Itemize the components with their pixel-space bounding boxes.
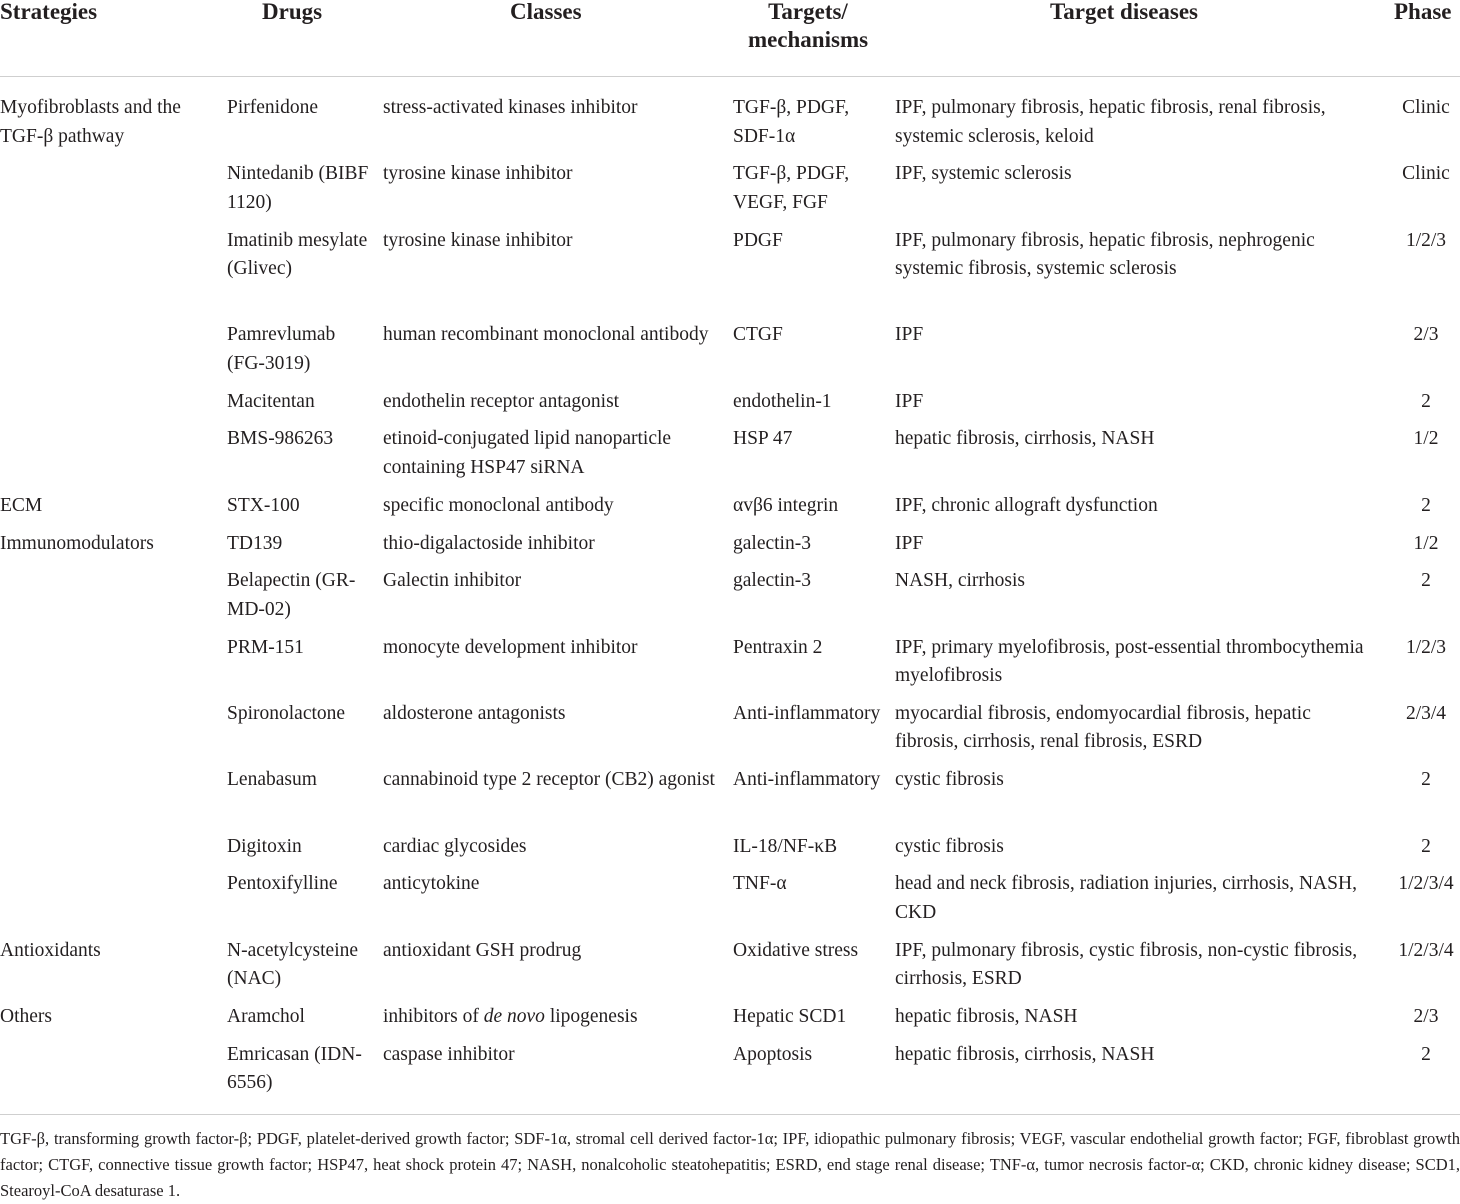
header-phase: Phase bbox=[1394, 0, 1452, 24]
diseases-cell: IPF, pulmonary fibrosis, cystic fibrosis, non-cystic fibrosis, cirrhosis, ESRD bbox=[895, 939, 1358, 990]
table-body bbox=[0, 94, 1460, 1107]
table-row bbox=[0, 227, 1460, 322]
strategy-cell: ECM bbox=[0, 494, 43, 516]
target-cell: TGF-β, PDGF, SDF-1α bbox=[733, 97, 850, 147]
table-row bbox=[0, 1041, 1460, 1107]
header-drugs: Drugs bbox=[262, 0, 323, 24]
table-row bbox=[0, 1003, 1460, 1041]
class-cell: tyrosine kinase inhibitor bbox=[383, 229, 573, 251]
diseases-cell: cystic fibrosis bbox=[895, 835, 1004, 857]
target-cell: endothelin-1 bbox=[733, 390, 832, 412]
phase-cell: 2/3 bbox=[1413, 1005, 1439, 1027]
diseases-cell: IPF, systemic sclerosis bbox=[895, 163, 1072, 185]
drug-cell: Pamrevlumab (FG-3019) bbox=[227, 324, 336, 374]
class-cell: cardiac glycosides bbox=[383, 835, 527, 857]
target-cell: TNF-α bbox=[733, 873, 787, 895]
phase-cell: 2 bbox=[1421, 390, 1431, 412]
table-row bbox=[0, 94, 1460, 160]
table-row bbox=[0, 833, 1460, 871]
class-cell: anticytokine bbox=[383, 873, 480, 895]
drug-cell: Nintedanib (BIBF 1120) bbox=[227, 163, 369, 213]
diseases-cell: IPF, chronic allograft dysfunction bbox=[895, 494, 1158, 516]
diseases-cell: IPF, pulmonary fibrosis, hepatic fibrosis, nephrogenic systemic fibrosis, systemic sclerosis bbox=[895, 229, 1315, 280]
phase-cell: 1/2/3/4 bbox=[1398, 939, 1454, 961]
phase-cell: 2/3 bbox=[1413, 324, 1439, 346]
table-row bbox=[0, 700, 1460, 766]
target-cell: αvβ6 integrin bbox=[733, 494, 839, 516]
table-row bbox=[0, 492, 1460, 530]
phase-cell: 2/3/4 bbox=[1405, 702, 1447, 724]
header-targets bbox=[733, 0, 883, 54]
drug-cell: Aramchol bbox=[227, 1005, 305, 1027]
table-header bbox=[0, 0, 1460, 77]
phase-cell: 2 bbox=[1421, 1043, 1431, 1065]
class-cell: human recombinant monoclonal antibody bbox=[383, 324, 709, 346]
phase-cell: 2 bbox=[1421, 835, 1431, 857]
target-cell: Anti-inflammatory bbox=[733, 702, 881, 724]
strategy-cell: Myofibroblasts and the TGF-β pathway bbox=[0, 97, 181, 147]
table-row bbox=[0, 766, 1460, 832]
drug-cell: Lenabasum bbox=[227, 769, 317, 791]
diseases-cell: head and neck fibrosis, radiation injuries, cirrhosis, NASH, CKD bbox=[895, 873, 1357, 923]
diseases-cell: cystic fibrosis bbox=[895, 769, 1004, 791]
strategy-cell: Others bbox=[0, 1005, 52, 1027]
target-cell: CTGF bbox=[733, 324, 783, 346]
table-row bbox=[0, 321, 1460, 387]
diseases-cell: NASH, cirrhosis bbox=[895, 570, 1025, 592]
target-cell: Oxidative stress bbox=[733, 939, 859, 961]
class-cell bbox=[383, 1003, 718, 1032]
phase-cell: 2 bbox=[1421, 494, 1431, 516]
drug-cell: PRM-151 bbox=[227, 636, 304, 658]
diseases-cell: IPF bbox=[895, 390, 924, 412]
drug-cell: Macitentan bbox=[227, 390, 315, 412]
drug-cell: Imatinib mesylate (Glivec) bbox=[227, 229, 368, 280]
phase-cell: 1/2 bbox=[1413, 532, 1439, 554]
table-footnote: TGF-β, transforming growth factor-β; PDGF, platelet-derived growth factor; SDF-1α, stromal cell derived factor-1α; IPF, idiopathic pulmonary fibrosis; VEGF, vascular endothelial growth factor; FGF, fibroblast growth factor; CTGF, connective tissue growth factor; HSP47, heat shock protein 47; NASH, nonalcoholic steatohepatitis; ESRD, end stage renal disease; TNF-α, tumor necrosis factor-α; CKD, chronic kidney disease; SCD1, Stearoyl-CoA desaturase 1. bbox=[0, 1114, 1460, 1204]
table-row bbox=[0, 530, 1460, 568]
drug-cell: BMS-986263 bbox=[227, 428, 334, 450]
phase-cell: 1/2/3 bbox=[1405, 636, 1447, 658]
diseases-cell: IPF bbox=[895, 532, 924, 554]
class-cell: tyrosine kinase inhibitor bbox=[383, 163, 573, 185]
class-cell: caspase inhibitor bbox=[383, 1043, 515, 1065]
target-cell: IL-18/NF-κB bbox=[733, 835, 838, 857]
table-row bbox=[0, 634, 1460, 700]
target-cell: PDGF bbox=[733, 229, 783, 251]
diseases-cell: IPF, pulmonary fibrosis, hepatic fibrosis, renal fibrosis, systemic sclerosis, keloid bbox=[895, 97, 1326, 147]
diseases-cell: hepatic fibrosis, cirrhosis, NASH bbox=[895, 1043, 1155, 1065]
class-cell: cannabinoid type 2 receptor (CB2) agonist bbox=[383, 769, 715, 791]
class-cell: stress-activated kinases inhibitor bbox=[383, 97, 638, 118]
strategy-cell: Immunomodulators bbox=[0, 532, 154, 554]
drug-cell: N-acetylcysteine (NAC) bbox=[227, 939, 359, 990]
drug-cell: Belapectin (GR-MD-02) bbox=[227, 570, 356, 620]
header-targets-line1: Targets/ bbox=[768, 0, 848, 24]
phase-cell: 1/2 bbox=[1413, 428, 1439, 450]
drug-cell: Emricasan (IDN-6556) bbox=[227, 1043, 362, 1094]
header-targets-line2: mechanisms bbox=[747, 27, 869, 52]
class-cell: Galectin inhibitor bbox=[383, 570, 522, 592]
drug-cell: Digitoxin bbox=[227, 835, 302, 857]
target-cell: galectin-3 bbox=[733, 532, 811, 554]
diseases-cell: hepatic fibrosis, NASH bbox=[895, 1005, 1078, 1027]
phase-cell: 2 bbox=[1421, 769, 1431, 791]
table-row bbox=[0, 567, 1460, 633]
drug-cell: TD139 bbox=[227, 532, 283, 554]
target-cell: Anti-inflammatory bbox=[733, 769, 881, 791]
drug-cell: STX-100 bbox=[227, 494, 300, 516]
target-cell: Apoptosis bbox=[733, 1043, 813, 1065]
target-cell: galectin-3 bbox=[733, 570, 811, 592]
class-cell: etinoid-conjugated lipid nanoparticle containing HSP47 siRNA bbox=[383, 428, 672, 478]
class-text: lipogenesis bbox=[544, 1005, 638, 1027]
target-cell: TGF-β, PDGF, VEGF, FGF bbox=[733, 163, 850, 213]
phase-cell: 2 bbox=[1421, 570, 1431, 592]
class-cell: specific monoclonal antibody bbox=[383, 494, 614, 516]
header-target-diseases: Target diseases bbox=[1050, 0, 1199, 24]
drug-cell: Pentoxifylline bbox=[227, 873, 338, 895]
phase-cell: Clinic bbox=[1402, 97, 1450, 118]
phase-cell: 1/2/3/4 bbox=[1398, 873, 1454, 895]
diseases-cell: IPF, primary myelofibrosis, post-essential thrombocythemia myelofibrosis bbox=[895, 636, 1364, 687]
strategy-cell: Antioxidants bbox=[0, 939, 101, 961]
target-cell: HSP 47 bbox=[733, 428, 793, 450]
class-cell: aldosterone antagonists bbox=[383, 702, 566, 724]
table-row bbox=[0, 388, 1460, 426]
class-cell: thio-digalactoside inhibitor bbox=[383, 532, 595, 554]
header-classes: Classes bbox=[510, 0, 582, 24]
diseases-cell: hepatic fibrosis, cirrhosis, NASH bbox=[895, 428, 1155, 450]
drug-cell: Pirfenidone bbox=[227, 97, 318, 118]
class-cell: monocyte development inhibitor bbox=[383, 636, 638, 658]
table-row bbox=[0, 870, 1460, 936]
table-row bbox=[0, 160, 1460, 226]
phase-cell: Clinic bbox=[1402, 163, 1450, 185]
class-italic-text: de novo bbox=[483, 1005, 545, 1027]
diseases-cell: IPF bbox=[895, 324, 924, 346]
phase-cell: 1/2/3 bbox=[1405, 229, 1447, 251]
header-strategies: Strategies bbox=[0, 0, 98, 24]
class-cell: endothelin receptor antagonist bbox=[383, 390, 620, 412]
target-cell: Hepatic SCD1 bbox=[733, 1005, 847, 1027]
table-row bbox=[0, 937, 1460, 1003]
drug-cell: Spironolactone bbox=[227, 702, 346, 724]
table-row bbox=[0, 425, 1460, 491]
class-text: inhibitors of bbox=[383, 1005, 484, 1027]
target-cell: Pentraxin 2 bbox=[733, 636, 823, 658]
diseases-cell: myocardial fibrosis, endomyocardial fibrosis, hepatic fibrosis, cirrhosis, renal fibrosis, ESRD bbox=[895, 702, 1311, 753]
class-cell: antioxidant GSH prodrug bbox=[383, 939, 582, 961]
